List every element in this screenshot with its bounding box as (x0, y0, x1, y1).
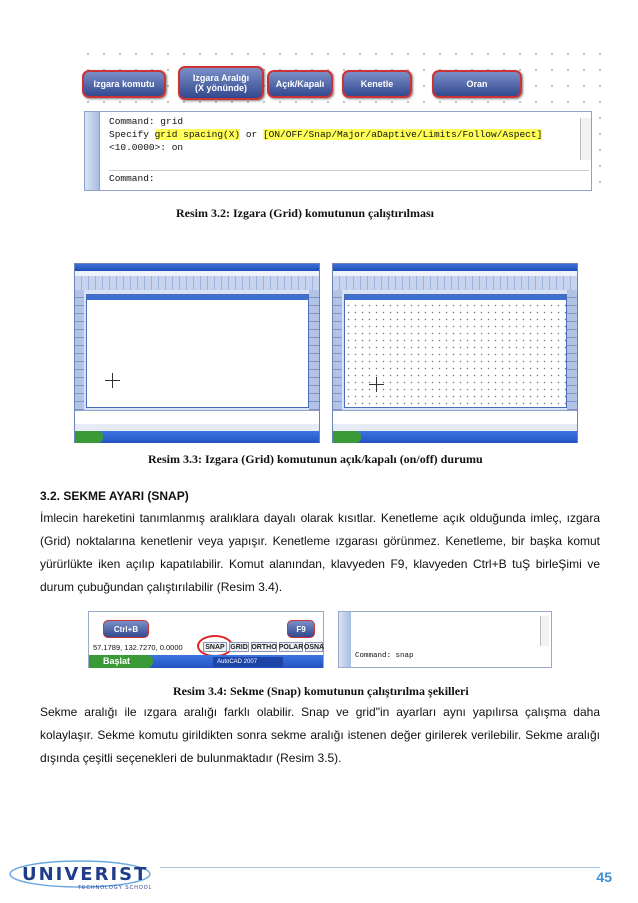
figure-3-4-command (338, 611, 552, 668)
grid-button[interactable]: GRID (230, 643, 248, 651)
callout-grid-command: Izgara komutu (82, 70, 166, 98)
figure-3-2 (80, 46, 602, 196)
title-bar (333, 264, 577, 271)
taskbar-autocad[interactable]: AutoCAD 2007 (213, 657, 283, 667)
start-button (75, 431, 103, 443)
caption-3-3: Resim 3.3: Izgara (Grid) komutunun açık/kapalı (on/off) durumu (148, 452, 483, 466)
modify-toolbar (567, 290, 577, 410)
coordinates-readout: 57.1789, 132.7270, 0.0000 (93, 643, 183, 652)
command-window-sidebar (339, 612, 351, 667)
caption-3-4: Resim 3.4: Sekme (Snap) komutunun çalıştırılma şekilleri (173, 684, 469, 698)
caption-3-2: Resim 3.2: Izgara (Grid) komutunun çalıştırılması (176, 206, 434, 220)
command-scrollbar[interactable] (580, 118, 591, 160)
command-line-1: Command: grid (109, 116, 184, 127)
polar-button[interactable]: POLAR (278, 643, 304, 651)
figure-3-4-statusbar (88, 611, 324, 668)
ortho-button[interactable]: ORTHO (251, 643, 277, 651)
command-prompt[interactable]: Command: (109, 170, 589, 184)
command-scrollbar[interactable] (540, 616, 549, 646)
callout-aspect: Oran (432, 70, 522, 98)
command-bar (333, 410, 577, 424)
callout-ctrl-b: Ctrl+B (103, 620, 149, 638)
command-line-3: <10.0000>: on (109, 142, 184, 153)
command-line-2: Specify grid spacing(X) or [ON/OFF/Snap/Major/aDaptive/Limits/Follow/Aspect] (109, 129, 543, 140)
autocad-window-grid-on (332, 263, 578, 443)
snap-highlight-circle (197, 635, 233, 657)
modify-toolbar (309, 290, 319, 410)
logo-subtext: TECHNOLOGY SCHOOL (78, 885, 153, 891)
toolbar (333, 276, 577, 290)
toolbar (75, 276, 319, 290)
crosshair-icon (105, 373, 120, 388)
snap-button[interactable]: SNAP (203, 642, 227, 652)
draw-toolbar (333, 290, 342, 410)
crosshair-icon (369, 377, 384, 392)
page-number: 45 (596, 869, 612, 885)
callout-on-off: Açık/Kapalı (267, 70, 333, 98)
command-window-sidebar (85, 112, 100, 190)
title-bar (75, 264, 319, 271)
section-heading: 3.2. SEKME AYARI (SNAP) (40, 489, 189, 503)
command-bar (75, 410, 319, 424)
callout-f9: F9 (287, 620, 315, 638)
status-bar (333, 424, 577, 431)
paragraph-2: Sekme aralığı ile ızgara aralığı farklı olabilir. Snap ve grid"in ayarları aynı yapılırsa çalışma daha kolaylaşır. Sekme komutu girildikten sonra sekme aralığı istenen değer girilerek verilebilir. Sekme aralığı dışında çeşitli seçenekleri de bulunmaktadır (Resim 3.5). (40, 705, 600, 765)
paragraph-1: İmlecin hareketini tanımlanmış aralıklara dayalı olarak kısıtlar. Kenetleme açık olduğunda imleç, ızgara (Grid) noktalarına kenetlenir veya yapışır. Kenetleme ızgarası görünmez. Kenetleme, bir başka komut yürürlükte iken açılıp kapatılabilir. Komut alanından, klavyeden F9, klavyeden Ctrl+B tuŞ birleŞimi ve durum çubuğundan çalıştırılabilir (Resim 3.4). (40, 511, 600, 594)
command-window (84, 111, 592, 191)
draw-toolbar (75, 290, 84, 410)
start-button (333, 431, 361, 443)
drawing-area (86, 294, 309, 408)
command-snap[interactable]: Command: snap (355, 652, 414, 660)
drawing-area-grid (344, 294, 567, 408)
taskbar (75, 431, 319, 443)
callout-grid-spacing: Izgara Aralığı (X yönünde) (178, 66, 264, 100)
status-bar (75, 424, 319, 431)
taskbar (333, 431, 577, 443)
start-button[interactable]: Başlat (89, 655, 153, 668)
footer-rule (160, 867, 600, 868)
osnap-button[interactable]: OSNA (303, 643, 325, 651)
logo-text: UNIVERIST (22, 864, 149, 885)
autocad-window-grid-off (74, 263, 320, 443)
univerist-logo (8, 856, 158, 892)
callout-snap: Kenetle (342, 70, 412, 98)
